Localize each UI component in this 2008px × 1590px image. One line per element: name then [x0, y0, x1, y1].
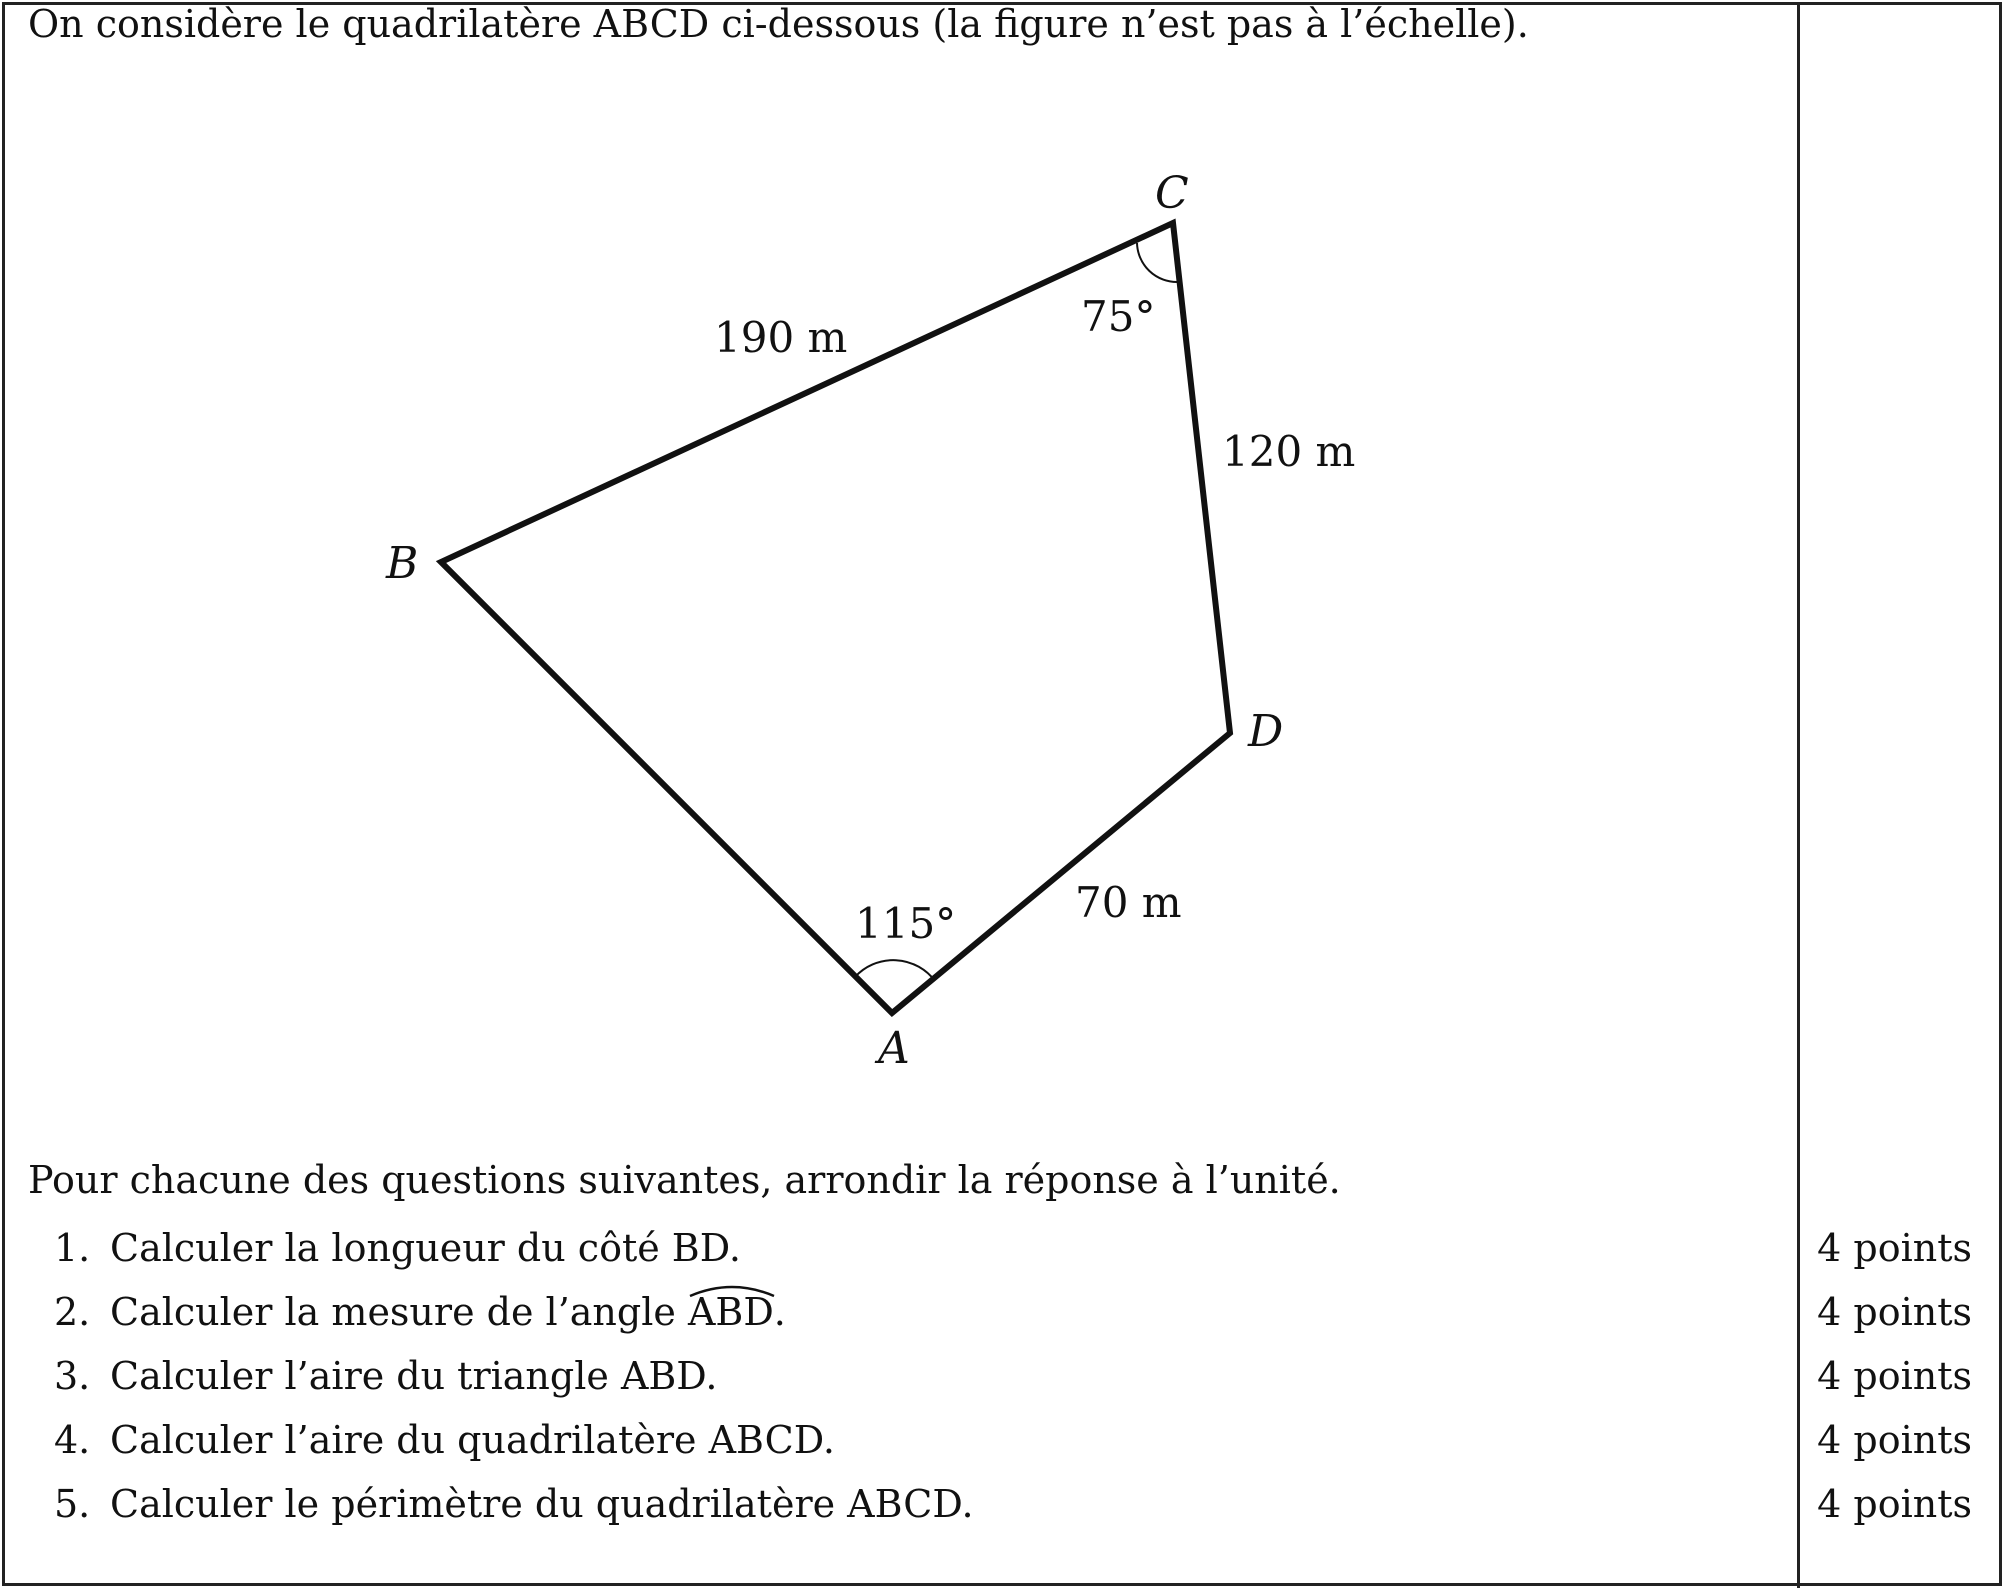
- question-text: Calculer la longueur du côté BD.: [110, 1226, 741, 1270]
- side-label-ad: 70 m: [1075, 878, 1182, 927]
- question-2-points: 4 points: [1817, 1290, 1972, 1334]
- question-text: Calculer l’aire du quadrilatère ABCD.: [110, 1418, 835, 1462]
- question-3-points: 4 points: [1817, 1354, 1972, 1398]
- angle-label-c: 75°: [1081, 292, 1156, 341]
- question-text: Calculer le périmètre du quadrilatère ABCD.: [110, 1482, 974, 1526]
- question-2: [54, 1290, 786, 1334]
- instruction-text: Pour chacune des questions suivantes, arrondir la réponse à l’unité.: [28, 1158, 1341, 1202]
- question-4-points: 4 points: [1817, 1418, 1972, 1462]
- question-4: [54, 1418, 835, 1462]
- angle-arc-a: [855, 960, 935, 981]
- question-text: Calculer la mesure de l’angle: [110, 1290, 688, 1334]
- angle-arc-c: [1137, 243, 1178, 282]
- question-number: 4.: [54, 1418, 91, 1462]
- question-number: 5.: [54, 1482, 91, 1526]
- angle-label-a: 115°: [855, 899, 957, 948]
- question-number: 1.: [54, 1226, 91, 1270]
- side-label-cd: 120 m: [1222, 427, 1356, 476]
- question-number: 2.: [54, 1290, 91, 1334]
- vertex-label-c: C: [1155, 168, 1189, 219]
- angle-notation: [688, 1290, 774, 1334]
- question-number: 3.: [54, 1354, 91, 1398]
- question-text-end: .: [773, 1290, 786, 1334]
- angle-name: ABD: [687, 1290, 774, 1334]
- question-1-points: 4 points: [1817, 1226, 1972, 1270]
- vertex-label-b: B: [386, 538, 419, 589]
- question-text: Calculer l’aire du triangle ABD.: [110, 1354, 718, 1398]
- vertex-label-a: A: [878, 1023, 910, 1074]
- intro-text: On considère le quadrilatère ABCD ci-dessous (la figure n’est pas à l’échelle).: [28, 2, 1529, 46]
- question-5-points: 4 points: [1817, 1482, 1972, 1526]
- question-1: [54, 1226, 741, 1270]
- question-3: [54, 1354, 718, 1398]
- question-5: [54, 1482, 974, 1526]
- angle-hat-icon: [688, 1284, 776, 1298]
- vertex-label-d: D: [1248, 706, 1284, 757]
- side-label-bc: 190 m: [714, 313, 848, 362]
